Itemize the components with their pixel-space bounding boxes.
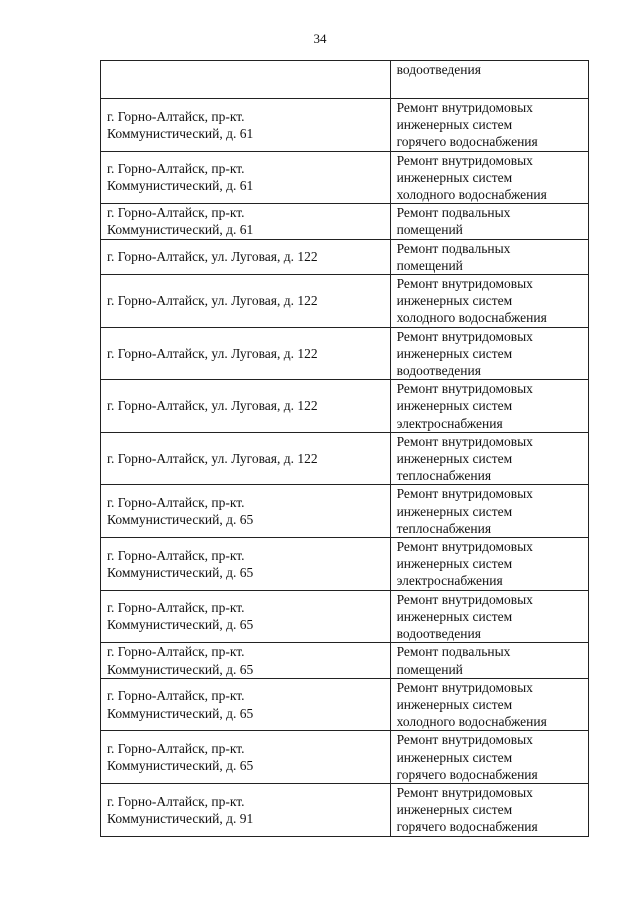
- table-row: [101, 432, 589, 485]
- work-cell: Ремонт внутридомовых инженерных систем холодного водоснабжения: [390, 275, 588, 328]
- work-cell: Ремонт внутридомовых инженерных систем электроснабжения: [390, 538, 588, 591]
- work-cell: Ремонт внутридомовых инженерных систем водоотведения: [390, 327, 588, 380]
- address-cell: [101, 61, 391, 99]
- work-cell: Ремонт подвальных помещений: [390, 204, 588, 239]
- address-cell: г. Горно-Алтайск, ул. Луговая, д. 122: [101, 327, 391, 380]
- table-row: [101, 678, 589, 731]
- address-cell: г. Горно-Алтайск, пр-кт. Коммунистический, д. 91: [101, 783, 391, 836]
- work-cell: водоотведения: [390, 61, 588, 99]
- table-row: [101, 239, 589, 274]
- work-cell: Ремонт внутридомовых инженерных систем водоотведения: [390, 590, 588, 643]
- address-cell: г. Горно-Алтайск, пр-кт. Коммунистический, д. 65: [101, 538, 391, 591]
- table-row: [101, 61, 589, 99]
- table-row: [101, 204, 589, 239]
- address-cell: г. Горно-Алтайск, ул. Луговая, д. 122: [101, 432, 391, 485]
- address-cell: г. Горно-Алтайск, пр-кт. Коммунистический, д. 61: [101, 204, 391, 239]
- table-row: [101, 590, 589, 643]
- address-cell: г. Горно-Алтайск, пр-кт. Коммунистический, д. 65: [101, 485, 391, 538]
- address-cell: г. Горно-Алтайск, пр-кт. Коммунистический, д. 65: [101, 643, 391, 678]
- work-cell: Ремонт внутридомовых инженерных систем холодного водоснабжения: [390, 678, 588, 731]
- work-cell: Ремонт внутридомовых инженерных систем горячего водоснабжения: [390, 783, 588, 836]
- address-cell: г. Горно-Алтайск, ул. Луговая, д. 122: [101, 380, 391, 433]
- address-cell: г. Горно-Алтайск, ул. Луговая, д. 122: [101, 239, 391, 274]
- table-row: [101, 151, 589, 204]
- address-cell: г. Горно-Алтайск, пр-кт. Коммунистический, д. 65: [101, 678, 391, 731]
- table-row: [101, 380, 589, 433]
- work-cell: Ремонт внутридомовых инженерных систем теплоснабжения: [390, 485, 588, 538]
- table-row: [101, 783, 589, 836]
- table-row: [101, 327, 589, 380]
- table-row: [101, 99, 589, 152]
- work-cell: Ремонт внутридомовых инженерных систем теплоснабжения: [390, 432, 588, 485]
- page-number: 34: [313, 31, 327, 46]
- table-row: [101, 275, 589, 328]
- table-row: [101, 538, 589, 591]
- work-cell: Ремонт внутридомовых инженерных систем горячего водоснабжения: [390, 731, 588, 784]
- work-cell: Ремонт подвальных помещений: [390, 239, 588, 274]
- work-cell: Ремонт внутридомовых инженерных систем горячего водоснабжения: [390, 99, 588, 152]
- address-cell: г. Горно-Алтайск, пр-кт. Коммунистический, д. 65: [101, 590, 391, 643]
- address-cell: г. Горно-Алтайск, пр-кт. Коммунистический, д. 65: [101, 731, 391, 784]
- work-cell: Ремонт внутридомовых инженерных систем холодного водоснабжения: [390, 151, 588, 204]
- works-table: [100, 60, 589, 837]
- table-row: [101, 485, 589, 538]
- table-row: [101, 643, 589, 678]
- address-cell: г. Горно-Алтайск, пр-кт. Коммунистический, д. 61: [101, 151, 391, 204]
- table-row: [101, 731, 589, 784]
- work-cell: Ремонт подвальных помещений: [390, 643, 588, 678]
- address-cell: г. Горно-Алтайск, ул. Луговая, д. 122: [101, 275, 391, 328]
- work-cell: Ремонт внутридомовых инженерных систем электроснабжения: [390, 380, 588, 433]
- address-cell: г. Горно-Алтайск, пр-кт. Коммунистический, д. 61: [101, 99, 391, 152]
